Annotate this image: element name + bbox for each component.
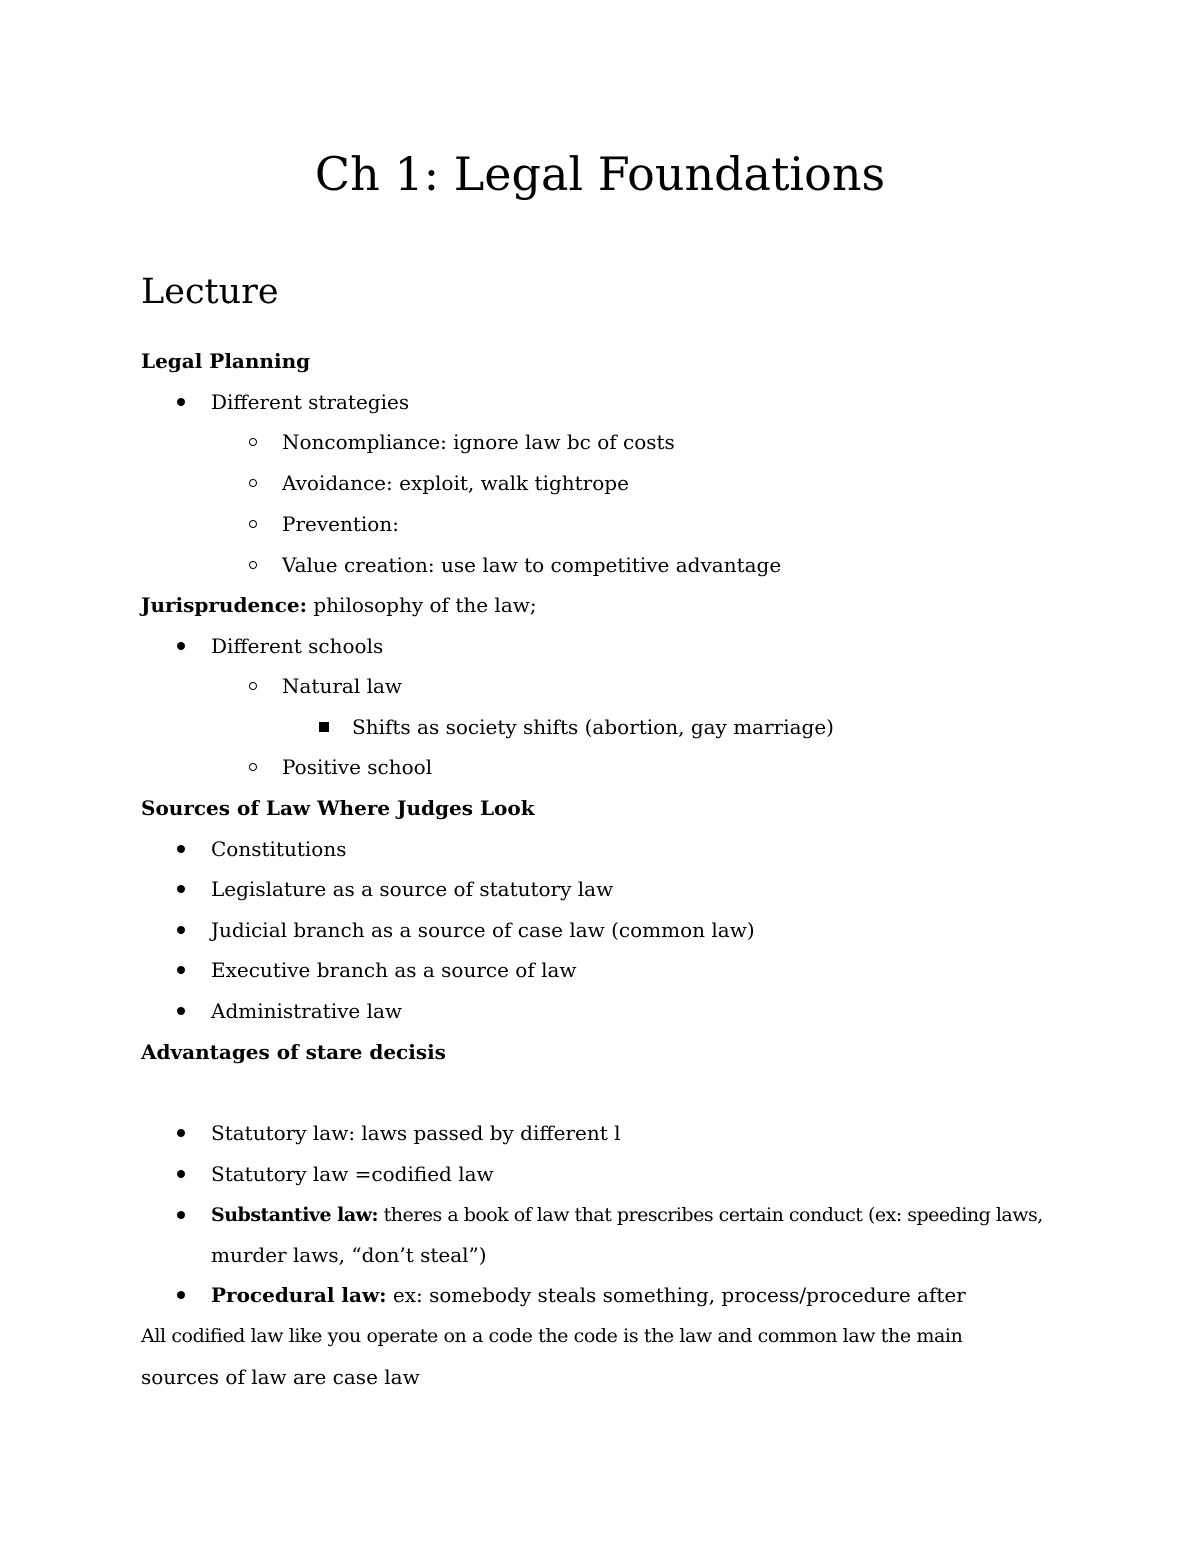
bullet-circle-icon <box>249 763 257 771</box>
list-item <box>141 1113 1041 1154</box>
list-item <box>141 991 1041 1032</box>
bullet-disc-icon <box>177 1291 185 1299</box>
bullet-disc-icon <box>177 966 185 974</box>
list-item <box>141 382 1041 423</box>
heading-stare-decisis <box>141 1032 446 1073</box>
paragraph-closing-line2: sources of law are case law <box>141 1365 420 1389</box>
list-item-text: Statutory law =codified law <box>211 1162 494 1186</box>
list-item-text: Prevention: <box>282 512 399 536</box>
list-item <box>141 1195 1081 1236</box>
definition-jurisprudence: philosophy of the law; <box>307 593 537 617</box>
list-item <box>141 869 1041 910</box>
list-item <box>141 463 1041 504</box>
list-item-text: Different strategies <box>211 390 410 414</box>
list-item-text: Noncompliance: ignore law bc of costs <box>282 430 675 454</box>
list-item-text: Positive school <box>282 755 433 779</box>
procedural-law-text: ex: somebody steals something, process/procedure after <box>386 1283 966 1307</box>
bullet-circle-icon <box>249 561 257 569</box>
list-item <box>141 747 1041 788</box>
list-item-text: Value creation: use law to competitive advantage <box>282 553 782 577</box>
list-item-text: Judicial branch as a source of case law (common law) <box>211 918 755 942</box>
term-procedural-law: Procedural law: <box>211 1283 387 1307</box>
bullet-disc-icon <box>177 642 185 650</box>
substantive-law-text: theres a book of law that prescribes certain conduct (ex: speeding laws, <box>378 1204 1043 1226</box>
list-item-text: Statutory law: laws passed by different l <box>211 1121 621 1145</box>
bullet-disc-icon <box>177 885 185 893</box>
list-item-text: Natural law <box>282 674 403 698</box>
bullet-circle-icon <box>249 520 257 528</box>
heading-sources-of-law <box>141 788 535 829</box>
list-item-continuation <box>211 1235 487 1276</box>
heading-stare-decisis-text: Advantages of stare decisis <box>141 1040 446 1064</box>
list-item <box>141 626 1041 667</box>
heading-legal-planning-text: Legal Planning <box>141 349 311 373</box>
bullet-disc-icon <box>177 1211 185 1219</box>
list-item <box>141 422 1041 463</box>
paragraph-jurisprudence <box>141 585 537 626</box>
bullet-square-icon <box>319 722 329 732</box>
substantive-law-text-continued: murder laws, “don’t steal”) <box>211 1243 487 1267</box>
list-item <box>141 545 1041 586</box>
list-item <box>141 504 1041 545</box>
list-item <box>141 666 1041 707</box>
heading-legal-planning <box>141 341 310 382</box>
bullet-circle-icon <box>249 682 257 690</box>
term-substantive-law: Substantive law: <box>211 1204 379 1226</box>
bullet-disc-icon <box>177 398 185 406</box>
bullet-disc-icon <box>177 1170 185 1178</box>
list-item-text <box>211 1275 966 1316</box>
document-title: Ch 1: Legal Foundations <box>314 147 886 201</box>
list-item-text: Legislature as a source of statutory law <box>211 877 614 901</box>
list-item-text: Executive branch as a source of law <box>211 958 577 982</box>
list-item <box>141 707 1041 748</box>
list-item <box>141 910 1041 951</box>
list-item <box>141 950 1041 991</box>
bullet-disc-icon <box>177 845 185 853</box>
list-item-text: Constitutions <box>211 837 347 861</box>
section-heading-lecture: Lecture <box>141 272 279 312</box>
list-item-text <box>211 1195 1043 1236</box>
bullet-disc-icon <box>177 1129 185 1137</box>
list-item <box>141 1154 1041 1195</box>
heading-sources-of-law-text: Sources of Law Where Judges Look <box>141 796 535 820</box>
list-item-text: Different schools <box>211 634 384 658</box>
bullet-disc-icon <box>177 1007 185 1015</box>
list-item-text: Administrative law <box>211 999 403 1023</box>
list-item <box>141 829 1041 870</box>
list-item-text: Avoidance: exploit, walk tightrope <box>282 471 629 495</box>
list-item-text: Shifts as society shifts (abortion, gay marriage) <box>352 715 834 739</box>
bullet-circle-icon <box>249 479 257 487</box>
list-item <box>141 1275 1041 1316</box>
term-jurisprudence: Jurisprudence: <box>141 593 307 617</box>
paragraph-closing-line1: All codified law like you operate on a code the code is the law and common law the main <box>141 1325 963 1347</box>
bullet-disc-icon <box>177 926 185 934</box>
bullet-circle-icon <box>249 438 257 446</box>
